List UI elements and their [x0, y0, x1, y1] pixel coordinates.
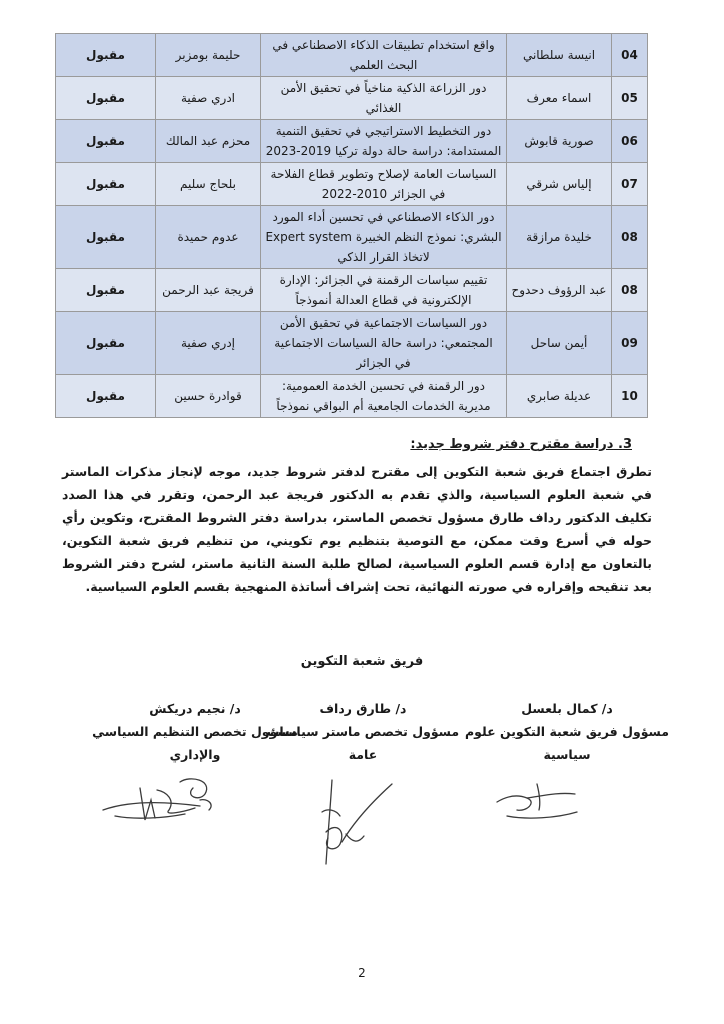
- table-row: [56, 375, 648, 418]
- student-name-cell: عديلة صابري: [507, 375, 612, 418]
- thesis-title-cell: واقع استخدام تطبيقات الذكاء الاصطناعي في البحث العلمي: [261, 34, 507, 77]
- status-cell: مقبول: [56, 269, 156, 312]
- section-heading-text: دراسة مقترح دفتر شروط جديد:: [410, 437, 614, 452]
- status-cell: مقبول: [56, 77, 156, 120]
- supervisor-cell: إدري صفية: [156, 312, 261, 375]
- status-cell: مقبول: [56, 206, 156, 269]
- theses-table-body: [56, 34, 648, 418]
- row-number-cell: 06: [612, 120, 648, 163]
- table-row: [56, 120, 648, 163]
- section-heading: [410, 437, 632, 452]
- signatory-role: مسؤول تخصص ماستر سياسات عامة: [266, 724, 460, 762]
- supervisor-cell: حليمة بومزبر: [156, 34, 261, 77]
- thesis-title-cell: دور الذكاء الاصطناعي في تحسين أداء المورد البشري: نموذج النظم الخبيرة Expert system لاتخاذ القرار الذكي: [261, 206, 507, 269]
- team-title: فريق شعبة التكوين: [300, 654, 424, 669]
- thesis-title-cell: دور السياسات الاجتماعية في تحقيق الأمن المجتمعي: دراسة حالة السياسات الاجتماعية في الجزائر: [261, 312, 507, 375]
- supervisor-cell: قوادرة حسين: [156, 375, 261, 418]
- student-name-cell: اسماء معرف: [507, 77, 612, 120]
- row-number-cell: 10: [612, 375, 648, 418]
- thesis-title-cell: دور الرقمنة في تحسين الخدمة العمومية: مديرية الخدمات الجامعية أم البواقي نموذجاً: [261, 375, 507, 418]
- student-name-cell: عبد الرؤوف دحدوح: [507, 269, 612, 312]
- student-name-cell: صورية قابوش: [507, 120, 612, 163]
- signatory-name: د/ نجيم دريكش: [149, 701, 241, 716]
- status-cell: مقبول: [56, 163, 156, 206]
- supervisor-cell: ادري صفية: [156, 77, 261, 120]
- handwritten-signature-right: [487, 772, 587, 827]
- page-number: 2: [358, 966, 366, 980]
- table-row: [56, 206, 648, 269]
- table-row: [56, 34, 648, 77]
- student-name-cell: انيسة سلطاني: [507, 34, 612, 77]
- signatory-role: مسؤول فريق شعبة التكوين علوم سياسية: [464, 724, 670, 762]
- student-name-cell: إلياس شرقي: [507, 163, 612, 206]
- supervisor-cell: فريجة عبد الرحمن: [156, 269, 261, 312]
- signatory-name: د/ كمال بلعسل: [521, 701, 613, 716]
- handwritten-signature-middle: [302, 772, 402, 872]
- signature-block-left: [90, 697, 300, 766]
- thesis-title-cell: تقييم سياسات الرقمنة في الجزائر: الإدارة الإلكترونية في قطاع العدالة أنموذجاً: [261, 269, 507, 312]
- row-number-cell: 04: [612, 34, 648, 77]
- status-cell: مقبول: [56, 34, 156, 77]
- table-row: [56, 163, 648, 206]
- section-number: 3.: [618, 437, 632, 452]
- supervisor-cell: بلحاج سليم: [156, 163, 261, 206]
- section-body: تطرق اجتماع فريق شعبة التكوين إلى مقترح لدفتر شروط جديد، موجه لإنجاز مذكرات الماستر في شعبة العلوم السياسية، والذي تقدم به الدكتور فريجة عبد الرحمن، وتقرر في هذا الصدد تكليف الدكتور رداف طارق مسؤول تخصص الماستر، بدراسة دفتر الشروط المقترح، وتكوين رأي حوله في أسرع وقت ممكن، مع التوصية بتنظيم يوم تكويني، من تنظيم فريق شعبة التكوين، بالتعاون مع إدارة قسم العلوم السياسية، لصالح طلبة السنة الثانية ماستر، لشرح دفتر الشروط بعد تنقيحه وإقراره في صورته النهائية، تحت إشراف أساتذة المنهجية بقسم العلوم السياسية.: [62, 464, 652, 594]
- thesis-title-cell: دور التخطيط الاستراتيجي في تحقيق التنمية المستدامة: دراسة حالة دولة تركيا 2019-2023: [261, 120, 507, 163]
- row-number-cell: 08: [612, 206, 648, 269]
- row-number-cell: 07: [612, 163, 648, 206]
- status-cell: مقبول: [56, 312, 156, 375]
- table-row: [56, 269, 648, 312]
- supervisor-cell: محزم عبد المالك: [156, 120, 261, 163]
- status-cell: مقبول: [56, 120, 156, 163]
- table-row: [56, 77, 648, 120]
- handwritten-signature-left: [95, 770, 225, 830]
- signature-block-right: [462, 697, 672, 766]
- signatory-role: مسؤول تخصص التنظيم السياسي والإداري: [92, 724, 298, 762]
- thesis-title-cell: دور الزراعة الذكية مناخياً في تحقيق الأمن الغذائي: [261, 77, 507, 120]
- row-number-cell: 08: [612, 269, 648, 312]
- row-number-cell: 05: [612, 77, 648, 120]
- status-cell: مقبول: [56, 375, 156, 418]
- theses-table: [55, 33, 648, 418]
- row-number-cell: 09: [612, 312, 648, 375]
- supervisor-cell: عدوم حميدة: [156, 206, 261, 269]
- table-row: [56, 312, 648, 375]
- student-name-cell: أيمن ساحل: [507, 312, 612, 375]
- signatory-name: د/ طارق رداف: [319, 701, 407, 716]
- thesis-title-cell: السياسات العامة لإصلاح وتطوير قطاع الفلاحة في الجزائر 2010-2022: [261, 163, 507, 206]
- student-name-cell: خليدة مرازقة: [507, 206, 612, 269]
